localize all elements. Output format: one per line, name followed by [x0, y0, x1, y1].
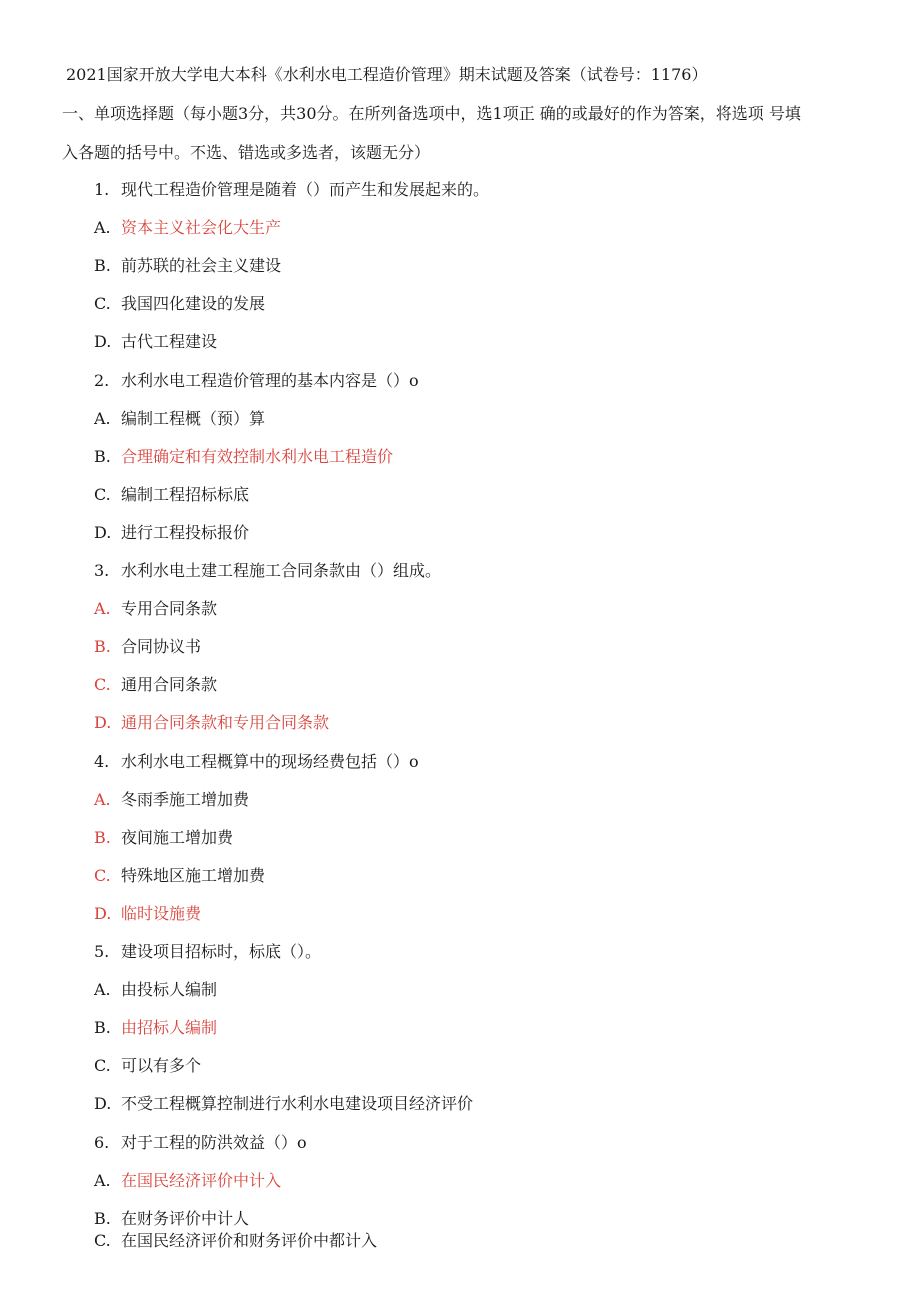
option-text: 在财务评价中计人: [121, 1209, 250, 1228]
answer-option: [94, 788, 249, 812]
option-label: D.: [94, 713, 112, 732]
option-label: D.: [94, 904, 112, 923]
question-text: 水利水电土建工程施工合同条款由（）组成。: [121, 561, 442, 580]
answer-option: [94, 1054, 201, 1078]
option-label: C.: [94, 866, 111, 885]
question-number: 4.: [94, 752, 110, 771]
option-text: 资本主义社会化大生产: [121, 218, 282, 237]
answer-option: [94, 635, 201, 659]
answer-option: [94, 673, 217, 697]
answer-option: [94, 445, 393, 469]
section-instructions-line-1: 一、单项选择题（每小题3分，共30分。在所列备选项中，选1项正 确的或最好的作为答案，将选项 号填: [62, 104, 801, 123]
answer-option: [94, 826, 233, 850]
option-label: A.: [94, 1171, 111, 1190]
option-label: A.: [94, 980, 111, 999]
option-text: 临时设施费: [121, 904, 202, 923]
question-text: 对于工程的防洪效益（）o: [121, 1133, 307, 1152]
answer-option: [94, 1092, 473, 1116]
option-label: A.: [94, 599, 111, 618]
option-label: D.: [94, 523, 112, 542]
section-instructions-line-2: 入各题的括号中。不选、错选或多选者，该题无分）: [62, 143, 431, 162]
option-text: 由投标人编制: [121, 980, 218, 999]
option-label: B.: [94, 447, 111, 466]
answer-option: [94, 1169, 281, 1193]
option-text: 可以有多个: [121, 1056, 202, 1075]
answer-option: [94, 597, 217, 621]
option-text: 由招标人编制: [121, 1018, 218, 1037]
answer-option: [94, 902, 201, 926]
answer-option: [94, 330, 217, 354]
option-label: B.: [94, 256, 111, 275]
question-stem: [94, 559, 441, 583]
answer-option: [94, 521, 249, 545]
option-text: 不受工程概算控制进行水利水电建设项目经济评价: [121, 1094, 474, 1113]
option-text: 通用合同条款和专用合同条款: [121, 713, 330, 732]
question-stem: [94, 178, 489, 202]
answer-option: [94, 216, 281, 240]
answer-option: [94, 1229, 377, 1253]
option-text: 我国四化建设的发展: [121, 294, 266, 313]
option-text: 编制工程概（预）算: [121, 409, 266, 428]
option-label: A.: [94, 409, 111, 428]
option-label: C.: [94, 675, 111, 694]
answer-option: [94, 711, 329, 735]
answer-option: [94, 292, 265, 316]
answer-option: [94, 1207, 249, 1231]
option-text: 夜间施工增加费: [121, 828, 234, 847]
option-label: B.: [94, 1018, 111, 1037]
question-stem: [94, 750, 419, 774]
option-label: C.: [94, 1231, 111, 1250]
option-label: D.: [94, 332, 112, 351]
option-text: 在国民经济评价和财务评价中都计入: [121, 1231, 378, 1250]
option-label: A.: [94, 790, 111, 809]
option-label: B.: [94, 1209, 111, 1228]
question-number: 5.: [94, 942, 110, 961]
option-label: D.: [94, 1094, 112, 1113]
answer-option: [94, 483, 249, 507]
option-label: B.: [94, 637, 111, 656]
question-number: 2.: [94, 371, 110, 390]
option-text: 冬雨季施工增加费: [121, 790, 250, 809]
option-text: 进行工程投标报价: [121, 523, 250, 542]
option-text: 在国民经济评价中计入: [121, 1171, 282, 1190]
answer-option: [94, 407, 265, 431]
option-text: 编制工程招标标底: [121, 485, 250, 504]
question-text: 现代工程造价管理是随着（）而产生和发展起来的。: [121, 180, 490, 199]
option-text: 合同协议书: [121, 637, 202, 656]
option-label: C.: [94, 1056, 111, 1075]
option-text: 古代工程建设: [121, 332, 218, 351]
option-label: C.: [94, 294, 111, 313]
answer-option: [94, 864, 265, 888]
answer-option: [94, 1016, 217, 1040]
question-stem: [94, 369, 419, 393]
question-text: 水利水电工程概算中的现场经费包括（）o: [121, 752, 419, 771]
option-label: A.: [94, 218, 111, 237]
option-text: 合理确定和有效控制水利水电工程造价: [121, 447, 394, 466]
question-number: 6.: [94, 1133, 110, 1152]
option-text: 专用合同条款: [121, 599, 218, 618]
option-label: C.: [94, 485, 111, 504]
answer-option: [94, 254, 281, 278]
question-text: 建设项目招标时，标底（）。: [121, 942, 322, 961]
question-number: 1.: [94, 180, 110, 199]
document-title: 2021国家开放大学电大本科《水利水电工程造价管理》期末试题及答案（试卷号：1176）: [66, 65, 708, 84]
answer-option: [94, 978, 217, 1002]
question-stem: [94, 940, 321, 964]
option-text: 通用合同条款: [121, 675, 218, 694]
option-text: 特殊地区施工增加费: [121, 866, 266, 885]
option-text: 前苏联的社会主义建设: [121, 256, 282, 275]
question-number: 3.: [94, 561, 110, 580]
question-stem: [94, 1131, 307, 1155]
option-label: B.: [94, 828, 111, 847]
question-text: 水利水电工程造价管理的基本内容是（）o: [121, 371, 419, 390]
